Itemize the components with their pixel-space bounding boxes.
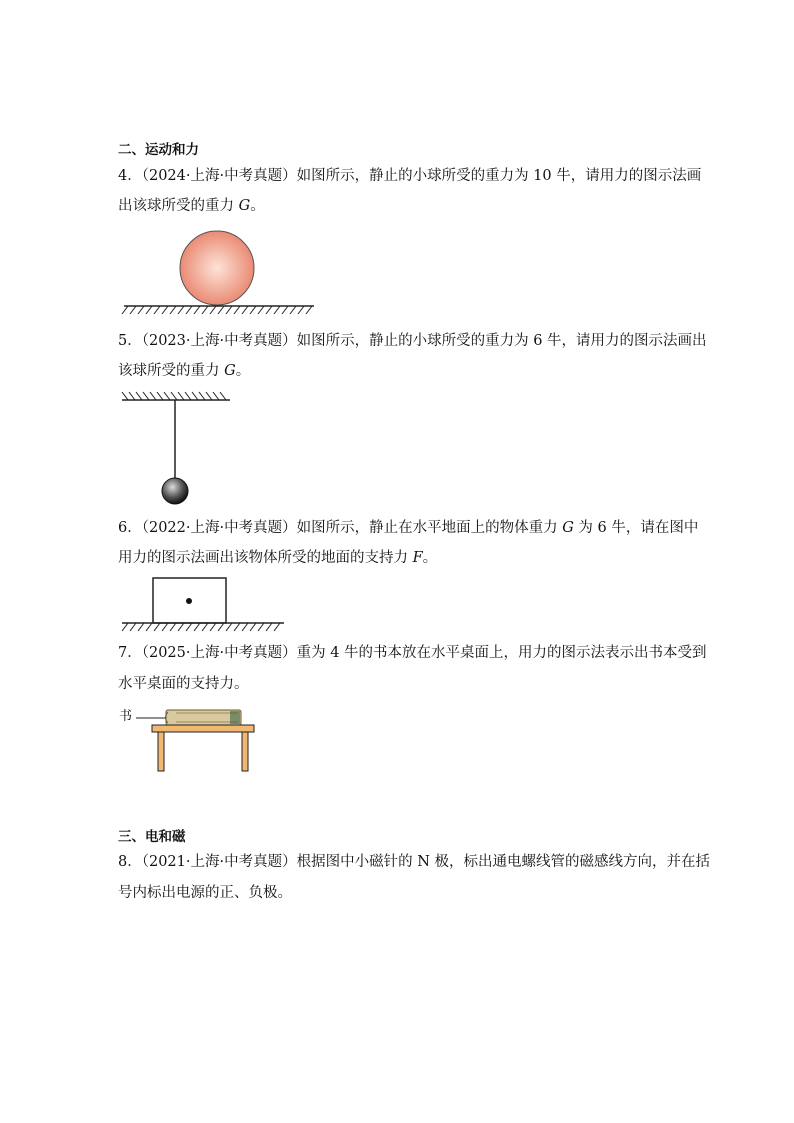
section-heading-em: 三、电和磁: [118, 829, 186, 845]
question-7-line1: 7．（2025·上海·中考真题）重为 4 牛的书本放在水平桌面上，用力的图示法表示出书本受到: [118, 645, 707, 661]
ground-hatch: [122, 623, 280, 631]
ground-hatch: [122, 306, 312, 314]
ceiling-hatch: [122, 392, 226, 400]
ball: [180, 231, 254, 305]
question-4-line1: 4．（2024·上海·中考真题）如图所示，静止的小球所受的重力为 10 牛，请用力的图示法画: [118, 168, 702, 184]
question-4-line2: 出该球所受的重力 G。: [118, 198, 265, 214]
q5-hanging-ball-figure: [118, 388, 238, 508]
hanging-ball: [162, 478, 188, 504]
center-dot: [186, 598, 192, 604]
table-leg-left: [158, 732, 164, 771]
question-6-line2: 用力的图示法画出该物体所受的地面的支持力 F。: [118, 550, 438, 566]
question-6-line1: 6．（2022·上海·中考真题）如图所示，静止在水平地面上的物体重力 G 为 6 牛，请在图中: [118, 520, 699, 536]
table-top: [152, 725, 254, 732]
question-5-line2: 该球所受的重力 G。: [118, 363, 251, 379]
section-heading-motion: 二、运动和力: [118, 142, 199, 158]
book: [166, 710, 241, 725]
q6-block-on-ground-figure: [118, 574, 288, 636]
question-7-line2: 水平桌面的支持力。: [118, 676, 249, 692]
table-leg-right: [242, 732, 248, 771]
book-label: 书: [119, 709, 133, 724]
question-8-line1: 8．（2021·上海·中考真题）根据图中小磁针的 N 极，标出通电螺线管的磁感线方向，并在括: [118, 854, 710, 870]
q4-ball-on-ground-figure: [118, 228, 318, 318]
question-8-line2: 号内标出电源的正、负极。: [118, 885, 292, 901]
question-5-line1: 5．（2023·上海·中考真题）如图所示，静止的小球所受的重力为 6 牛，请用力的图示法画出: [118, 333, 707, 349]
q7-book-on-table-figure: [118, 700, 268, 780]
